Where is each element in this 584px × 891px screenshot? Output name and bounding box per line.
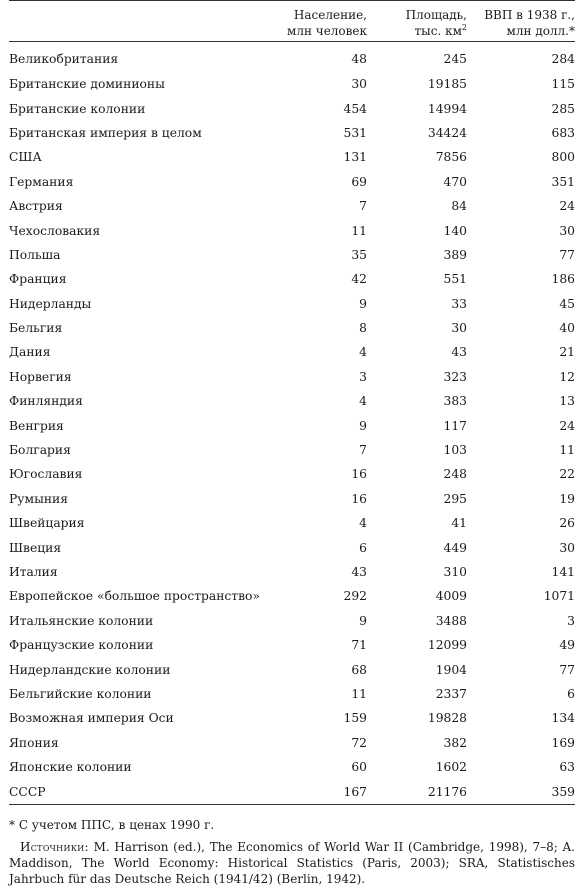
table-row [9, 194, 575, 218]
row-name: Чехословакия [9, 223, 101, 238]
row-gdp: 3 [567, 613, 575, 628]
row-area: 84 [451, 199, 467, 214]
row-area: 323 [443, 369, 467, 384]
row-population: 11 [351, 686, 367, 701]
row-gdp: 49 [559, 638, 575, 653]
row-name: Европейское «большое пространство» [9, 589, 260, 604]
row-gdp: 30 [559, 540, 575, 555]
row-name: Югославия [9, 467, 83, 482]
row-name: Великобритания [9, 52, 119, 66]
row-name: Япония [9, 735, 59, 750]
header-area [367, 1, 467, 42]
row-gdp: 77 [559, 247, 575, 262]
row-gdp: 141 [551, 565, 575, 579]
row-name: Британская империя в целом [9, 125, 202, 140]
row-name: Дания [9, 345, 51, 360]
row-population: 9 [359, 296, 367, 311]
row-name: Швейцария [9, 516, 85, 531]
table-row [9, 706, 575, 730]
row-name: США [9, 150, 42, 165]
row-area: 382 [443, 735, 467, 750]
row-gdp: 45 [559, 296, 575, 311]
table-row [9, 218, 575, 242]
row-population: 131 [343, 150, 367, 165]
row-area: 33 [451, 296, 467, 311]
table-row [9, 121, 575, 145]
sources-note [9, 839, 575, 887]
row-gdp: 186 [551, 272, 575, 287]
row-name: СССР [9, 779, 271, 805]
table-row [9, 487, 575, 511]
row-gdp: 12 [559, 369, 575, 384]
row-population: 167 [271, 779, 367, 805]
row-population: 7 [359, 199, 367, 214]
header-country [9, 1, 271, 42]
row-population: 60 [351, 760, 367, 775]
row-name: Норвегия [9, 369, 72, 384]
table-row [9, 779, 575, 805]
row-gdp: 19 [559, 491, 575, 506]
table-row [9, 340, 575, 364]
row-gdp: 21 [559, 345, 575, 360]
row-name: Нидерландские колонии [9, 662, 171, 677]
row-population: 30 [351, 77, 367, 92]
table-row [9, 316, 575, 340]
header-area-line2: тыс. $км^2$ [414, 23, 467, 38]
row-gdp: 40 [559, 321, 575, 336]
row-gdp: 683 [551, 125, 575, 140]
table-row [9, 292, 575, 316]
header-gdp-line2: млн долл.* [506, 24, 575, 38]
row-area: 12099 [427, 638, 467, 653]
row-population: 6 [359, 540, 367, 555]
row-gdp: 284 [551, 52, 575, 66]
row-name: Финляндия [9, 394, 83, 409]
row-name: Британские доминионы [9, 77, 165, 92]
row-name: Французские колонии [9, 638, 154, 653]
row-area: 14994 [427, 101, 467, 116]
row-area: 1602 [435, 760, 467, 775]
row-population: 16 [351, 491, 367, 506]
table-body [9, 42, 575, 805]
row-area: 248 [443, 467, 467, 482]
row-name: Бельгия [9, 321, 63, 336]
row-area: 4009 [435, 589, 467, 604]
table-row [9, 462, 575, 486]
header-gdp-line1: ВВП в 1938 г., [484, 8, 575, 22]
row-gdp: 359 [467, 779, 575, 805]
row-gdp: 134 [551, 711, 575, 726]
sources-text: M. Harrison (ed.), The Economics of World War II (Cambridge, 1998), 7–8; A. Maddison, The World Economy: Historical Statistics (Paris, 2003); SRA, Statistisches Jahrbuch für das Deutsche Reich (1941/42) (Berlin, 1942). [9, 840, 575, 886]
footnote: * С учетом ППС, в ценах 1990 г. [9, 818, 215, 832]
table-row [9, 511, 575, 535]
table-row [9, 584, 575, 608]
row-population: 43 [351, 565, 367, 579]
row-population: 16 [351, 467, 367, 482]
table-row [9, 560, 575, 584]
row-population: 71 [351, 638, 367, 653]
header-population-line2: млн человек [286, 24, 367, 38]
row-area: 19185 [427, 77, 467, 92]
row-gdp: 13 [559, 394, 575, 409]
row-population: 4 [359, 516, 367, 531]
row-area: 449 [443, 540, 467, 555]
table-row [9, 413, 575, 437]
row-gdp: 30 [559, 223, 575, 238]
table-row [9, 609, 575, 633]
table-row [9, 755, 575, 779]
row-name: Венгрия [9, 418, 64, 433]
row-area: 19828 [427, 711, 467, 726]
row-gdp: 800 [551, 150, 575, 165]
table-row [9, 682, 575, 706]
table-row [9, 145, 575, 169]
table-row [9, 42, 575, 73]
row-area: 1904 [435, 662, 467, 677]
table-header [9, 1, 575, 42]
row-area: 21176 [367, 779, 467, 805]
row-name: Японские колонии [9, 760, 132, 775]
row-gdp: 6 [567, 686, 575, 701]
row-area: 245 [443, 52, 467, 66]
table-row [9, 267, 575, 291]
row-gdp: 22 [559, 467, 575, 482]
row-population: 35 [351, 247, 367, 262]
row-name: Германия [9, 174, 74, 189]
row-gdp: 77 [559, 662, 575, 677]
header-area-line1: Площадь, [405, 8, 467, 22]
row-population: 4 [359, 394, 367, 409]
row-gdp: 115 [551, 77, 575, 92]
row-name: Румыния [9, 491, 69, 506]
row-name: Возможная империя Оси [9, 711, 174, 726]
row-area: 117 [443, 418, 467, 433]
table-row [9, 170, 575, 194]
statistics-table [9, 0, 575, 805]
row-area: 551 [443, 272, 467, 287]
row-population: 9 [359, 613, 367, 628]
row-area: 140 [443, 223, 467, 238]
row-name: Болгария [9, 443, 71, 458]
row-population: 8 [359, 321, 367, 336]
table-row [9, 365, 575, 389]
row-name: Бельгийские колонии [9, 686, 152, 701]
table-row [9, 96, 575, 120]
row-area: 34424 [427, 125, 467, 140]
row-area: 43 [451, 345, 467, 360]
row-population: 68 [351, 662, 367, 677]
row-population: 4 [359, 345, 367, 360]
table-row [9, 72, 575, 96]
row-population: 11 [351, 223, 367, 238]
row-gdp: 351 [551, 174, 575, 189]
row-area: 7856 [435, 150, 467, 165]
row-name: Италия [9, 565, 58, 579]
row-name: Франция [9, 272, 67, 287]
row-gdp: 285 [551, 101, 575, 116]
table-row [9, 633, 575, 657]
row-gdp: 169 [551, 735, 575, 750]
row-gdp: 1071 [543, 589, 575, 604]
row-population: 159 [343, 711, 367, 726]
table-row [9, 657, 575, 681]
header-population [271, 1, 367, 42]
table-row [9, 438, 575, 462]
row-area: 3488 [435, 613, 467, 628]
row-population: 69 [351, 174, 367, 189]
row-name: Нидерланды [9, 296, 92, 311]
table-row [9, 535, 575, 559]
row-population: 72 [351, 735, 367, 750]
row-population: 42 [351, 272, 367, 287]
row-population: 9 [359, 418, 367, 433]
row-name: Польша [9, 247, 61, 262]
row-gdp: 24 [559, 199, 575, 214]
row-population: 454 [343, 101, 367, 116]
row-gdp: 63 [559, 760, 575, 775]
row-population: 3 [359, 369, 367, 384]
row-name: Швеция [9, 540, 62, 555]
row-area: 383 [443, 394, 467, 409]
row-area: 30 [451, 321, 467, 336]
row-population: 48 [351, 52, 367, 66]
row-population: 292 [343, 589, 367, 604]
row-gdp: 24 [559, 418, 575, 433]
table-row [9, 389, 575, 413]
row-area: 103 [443, 443, 467, 458]
row-area: 310 [443, 565, 467, 579]
row-population: 7 [359, 443, 367, 458]
table-row [9, 731, 575, 755]
row-area: 295 [443, 491, 467, 506]
header-population-line1: Население, [293, 8, 367, 22]
row-name: Итальянские колонии [9, 613, 154, 628]
row-gdp: 11 [559, 443, 575, 458]
row-name: Британские колонии [9, 101, 146, 116]
row-area: 389 [443, 247, 467, 262]
sources-label: Источники: [20, 840, 89, 854]
row-area: 2337 [435, 686, 467, 701]
row-name: Австрия [9, 199, 63, 214]
row-area: 470 [443, 174, 467, 189]
row-population: 531 [343, 125, 367, 140]
table-row [9, 243, 575, 267]
header-gdp [467, 1, 575, 42]
row-area: 41 [451, 516, 467, 531]
row-gdp: 26 [559, 516, 575, 531]
